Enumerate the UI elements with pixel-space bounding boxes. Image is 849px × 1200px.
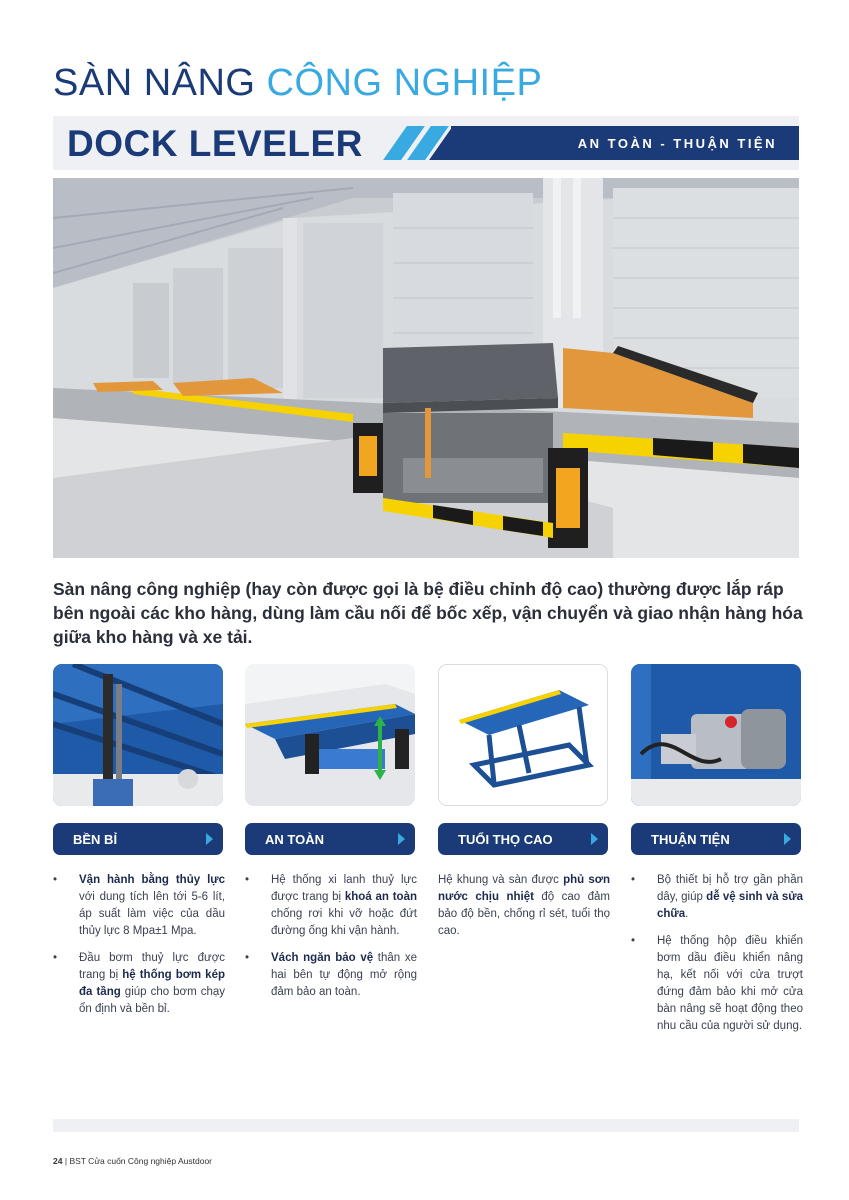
feature-text-convenience <box>631 872 803 1045</box>
play-arrow-icon <box>206 833 213 845</box>
list-item: • Hệ thống xi lanh thuỷ lực được trang bị khoá an toàn chống rơi khi vỡ hoặc đứt đường ống khi vận hành. <box>245 872 417 940</box>
list-item: • Bộ thiết bị hỗ trợ gần phần dây, giúp dễ vệ sinh và sửa chữa. <box>631 872 803 923</box>
play-arrow-icon <box>784 833 791 845</box>
page-number: 24 <box>53 1156 63 1166</box>
title-part-1: SÀN NÂNG <box>53 62 256 104</box>
footer-separator: | <box>64 1156 68 1166</box>
section-banner <box>53 116 799 170</box>
feature-pill-label: BỀN BỈ <box>73 832 118 847</box>
feature-pill-label: TUỔI THỌ CAO <box>458 832 553 847</box>
intro-text: Sàn nâng công nghiệp (hay còn được gọi là bệ điều chỉnh độ cao) thường được lắp ráp bên ngoài các kho hàng, dùng làm cầu nối để bốc xếp, vận chuyển và giao nhận hàng hóa giữa kho hàng và xe tải. <box>53 579 803 647</box>
feature-pill-label: AN TOÀN <box>265 832 324 847</box>
footer-text: BST Cửa cuốn Công nghiệp Austdoor <box>69 1156 213 1166</box>
page-title <box>53 62 542 105</box>
feature-text-durable <box>53 872 225 1028</box>
list-item: • Vận hành bằng thủy lực với dung tích lên tới 5-6 lít, áp suất làm việc của dầu thủy lực 8 Mpa±1 Mpa. <box>53 872 225 940</box>
feature-pill-convenience[interactable] <box>631 823 801 855</box>
banner-heading: DOCK LEVELER <box>67 123 363 164</box>
feature-image-safety <box>245 664 415 806</box>
title-part-2: CÔNG NGHIỆP <box>266 62 543 104</box>
feature-image-frame <box>438 664 608 806</box>
footer <box>53 1156 212 1166</box>
feature-image-pump <box>631 664 801 806</box>
feature-pill-longevity[interactable] <box>438 823 608 855</box>
footer-bar <box>53 1119 799 1132</box>
feature-paragraph: Hệ khung và sàn được phủ sơn nước chịu nhiệt độ cao đảm bảo độ bền, chống rỉ sét, tuổi thọ cao. <box>438 874 610 937</box>
feature-text-longevity <box>438 872 610 940</box>
feature-pill-label: THUẬN TIỆN <box>651 832 730 847</box>
feature-text-safety <box>245 872 417 1011</box>
feature-pill-durable[interactable] <box>53 823 223 855</box>
feature-pill-safety[interactable] <box>245 823 415 855</box>
list-item: • Vách ngăn bảo vệ thân xe hai bên tự động mở rộng đảm bảo an toàn. <box>245 950 417 1001</box>
feature-image-hydraulic <box>53 664 223 806</box>
play-arrow-icon <box>591 833 598 845</box>
list-item: • Đầu bơm thuỷ lực được trang bị hệ thống bơm kép đa tầng giúp cho bơm chạy ổn định và bền bỉ. <box>53 950 225 1018</box>
list-item: • Hệ thống hộp điều khiển bơm dầu điều khiển nâng hạ, kết nối với cửa trượt đứng đảm bảo khi mở cửa bàn nâng sẽ hoạt động theo nhu cầu của người sử dụng. <box>631 933 803 1035</box>
play-arrow-icon <box>398 833 405 845</box>
hero-photo <box>53 178 799 558</box>
banner-tagline: AN TOÀN - THUẬN TIỆN <box>577 136 777 151</box>
